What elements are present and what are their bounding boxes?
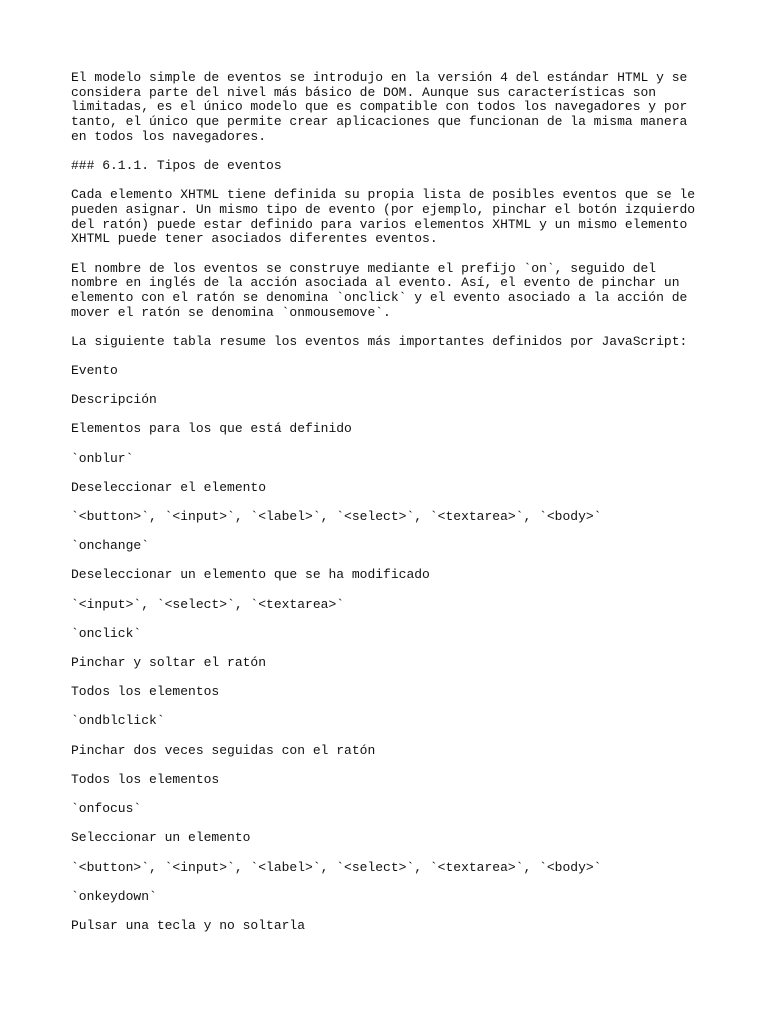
event-description-onblur: Deseleccionar el elemento	[71, 479, 267, 495]
event-elements-onfocus: `<button>`, `<input>`, `<label>`, `<select>`, `<textarea>`, `<body>`	[71, 859, 602, 875]
table-header-elements: Elementos para los que está definido	[71, 421, 352, 437]
table-header-description: Descripción	[71, 392, 157, 408]
event-elements-onblur: `<button>`, `<input>`, `<label>`, `<select>`, `<textarea>`, `<body>`	[71, 509, 602, 525]
event-name-onkeydown: `onkeydown`	[71, 888, 157, 904]
section-heading: ### 6.1.1. Tipos de eventos	[71, 158, 282, 174]
table-header-event: Evento	[71, 363, 118, 379]
event-name-onblur: `onblur`	[71, 450, 134, 466]
event-description-onfocus: Seleccionar un elemento	[71, 830, 251, 846]
event-elements-ondblclick: Todos los elementos	[71, 771, 220, 787]
event-name-onchange: `onchange`	[71, 538, 150, 554]
event-name-onfocus: `onfocus`	[71, 801, 142, 817]
event-description-onkeydown: Pulsar una tecla y no soltarla	[71, 917, 306, 933]
event-elements-onchange: `<input>`, `<select>`, `<textarea>`	[71, 596, 345, 612]
document-page	[71, 71, 701, 948]
event-elements-onclick: Todos los elementos	[71, 684, 220, 700]
events-paragraph-1: Cada elemento XHTML tiene definida su propia lista de posibles eventos que se le pueden asignar. Un mismo tipo de evento (por ejemplo, pinchar el botón izquierdo del ratón) puede estar definido para varios elementos XHTML y un mismo elemento XHTML puede tener asociados diferentes eventos.	[71, 187, 696, 247]
event-description-onclick: Pinchar y soltar el ratón	[71, 655, 267, 671]
event-name-ondblclick: `ondblclick`	[71, 713, 165, 729]
intro-paragraph: El modelo simple de eventos se introdujo en la versión 4 del estándar HTML y se considera parte del nivel más básico de DOM. Aunque sus características son limitadas, es el único modelo que es compatible con todos los navegadores y por tanto, el único que permite crear aplicaciones que funcionan de la misma manera en todos los navegadores.	[71, 70, 688, 144]
table-intro: La siguiente tabla resume los eventos más importantes definidos por JavaScript:	[71, 333, 688, 349]
event-name-onclick: `onclick`	[71, 625, 142, 641]
event-description-onchange: Deseleccionar un elemento que se ha modificado	[71, 567, 430, 583]
event-description-ondblclick: Pinchar dos veces seguidas con el ratón	[71, 742, 376, 758]
events-paragraph-2: El nombre de los eventos se construye mediante el prefijo `on`, seguido del nombre en inglés de la acción asociada al evento. Así, el evento de pinchar un elemento con el ratón se denomina `onclick` y el evento asociado a la acción de mover el ratón se denomina `onmousemove`.	[71, 260, 688, 320]
